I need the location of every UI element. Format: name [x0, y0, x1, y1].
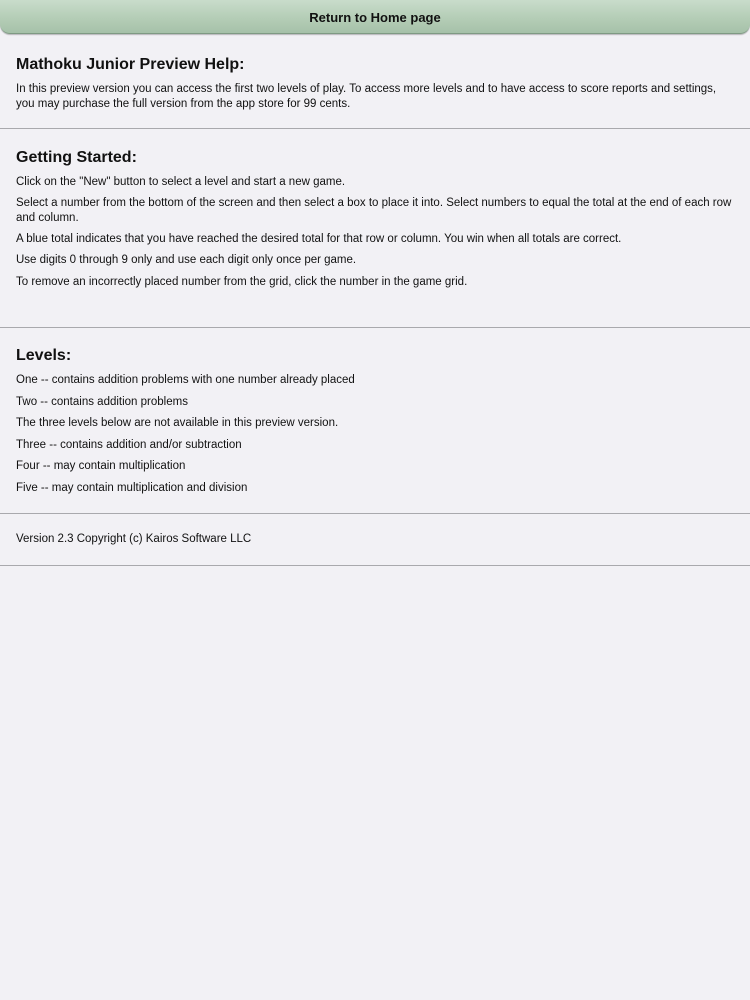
getting-started-line: A blue total indicates that you have reached the desired total for that row or column. You win when all totals are correct. [16, 233, 622, 245]
getting-started-title: Getting Started: [16, 149, 137, 166]
help-text: In this preview version you can access the first two levels of play. To access more levels and to have access to score reports and settings, you may purchase the full version from the app store for 99 cents. [16, 83, 717, 110]
getting-started-line: To remove an incorrectly placed number from the grid, click the number in the game grid. [16, 276, 468, 288]
return-home-button[interactable]: Return to Home page [0, 0, 750, 34]
levels-section [0, 328, 750, 514]
help-title: Mathoku Junior Preview Help: [16, 56, 245, 73]
getting-started-line: Click on the "New" button to select a level and start a new game. [16, 176, 346, 188]
level-line: Two -- contains addition problems [16, 396, 188, 408]
footer-section [0, 514, 750, 566]
getting-started-line: Select a number from the bottom of the screen and then select a box to place it into. Select numbers to equal the total at the end of each row and column. [16, 197, 732, 224]
top-bar [0, 0, 750, 36]
level-line: Four -- may contain multiplication [16, 460, 186, 472]
level-line: Five -- may contain multiplication and division [16, 482, 248, 494]
getting-started-section [0, 129, 750, 328]
level-line: Three -- contains addition and/or subtraction [16, 439, 242, 451]
levels-title: Levels: [16, 347, 72, 364]
level-line: The three levels below are not available in this preview version. [16, 417, 339, 429]
level-line: One -- contains addition problems with one number already placed [16, 374, 355, 386]
getting-started-line: Use digits 0 through 9 only and use each digit only once per game. [16, 254, 357, 266]
help-section [0, 36, 750, 129]
version-copyright: Version 2.3 Copyright (c) Kairos Software LLC [16, 533, 252, 545]
